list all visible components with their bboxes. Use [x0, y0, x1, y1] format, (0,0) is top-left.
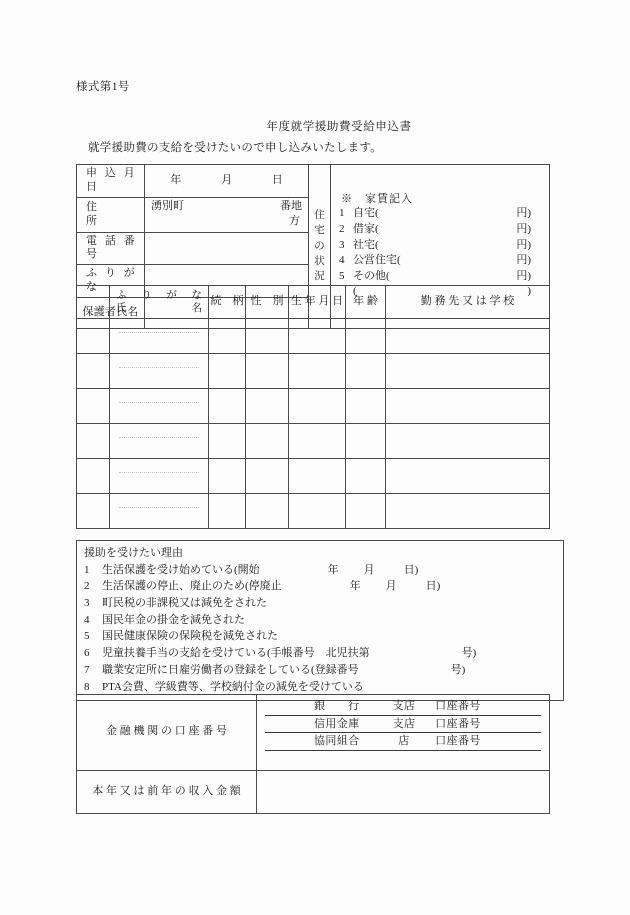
table-row [77, 494, 550, 529]
housing-unit-1: 円) [516, 207, 531, 220]
cell-index[interactable] [77, 319, 110, 354]
furigana-dotted-line [119, 472, 199, 473]
reason-day-2: 日) [425, 580, 441, 593]
housing-unit-4: 円) [516, 254, 531, 267]
cell-relation[interactable] [209, 459, 246, 494]
cell-index[interactable] [77, 424, 110, 459]
cell-age[interactable] [346, 354, 386, 389]
cell-birth[interactable] [289, 424, 346, 459]
housing-name-1: 自宅( [353, 207, 379, 220]
vlabel-5: 況 [314, 271, 325, 283]
cell-relation[interactable] [209, 354, 246, 389]
bank-kind-2: 信用金庫 [314, 717, 360, 730]
housing-name-2: 借家( [353, 222, 379, 235]
reason-text-5: 国民健康保険の保険税を減免された [102, 630, 278, 643]
address-kata: 方 [289, 214, 300, 227]
table-row [77, 389, 550, 424]
bank-label: 金 融 機 関 の 口 座 番 号 [77, 695, 257, 771]
housing-extra-open: ( [353, 285, 357, 298]
bank-row [77, 695, 550, 771]
housing-option-4[interactable] [339, 253, 543, 269]
apply-date-field[interactable] [145, 165, 309, 198]
table-row [77, 459, 550, 494]
table-row [77, 354, 550, 389]
reason-num-7: 7 [84, 663, 90, 676]
reason-text-8: PTA会費、学級費等、学校納付金の減免を受けている [102, 680, 364, 693]
cell-index[interactable] [77, 389, 110, 424]
reason-item-8[interactable] [84, 679, 557, 696]
cell-age[interactable] [346, 494, 386, 529]
cell-name[interactable] [110, 389, 209, 424]
cell-gender[interactable] [246, 389, 289, 424]
reason-tail-7: 号) [450, 663, 466, 676]
reason-item-5[interactable] [84, 628, 557, 645]
vlabel-4: 状 [314, 255, 325, 267]
bank-income-table [76, 694, 550, 814]
apply-date-day: 日 [271, 173, 283, 186]
furigana-dotted-line [119, 402, 199, 403]
cell-birth[interactable] [289, 354, 346, 389]
housing-num-1: 1 [339, 207, 345, 220]
apply-date-month: 月 [221, 173, 233, 186]
reason-month-1: 月 [363, 563, 375, 576]
header-gender: 性 別 [246, 286, 289, 319]
table-header-row [77, 286, 550, 319]
reason-num-2: 2 [84, 580, 90, 593]
family-members-table [76, 285, 550, 529]
header-age: 年 齢 [346, 286, 386, 319]
cell-birth[interactable] [289, 494, 346, 529]
housing-num-3: 3 [339, 238, 345, 251]
apply-date-label: 申 込 月 日 [77, 165, 145, 198]
bank-account-1: 口座番号 [435, 700, 481, 712]
cell-birth[interactable] [289, 389, 346, 424]
income-label: 本 年 又 は 前 年 の 収 入 金 額 [77, 770, 257, 813]
cell-gender[interactable] [246, 424, 289, 459]
reason-num-1: 1 [84, 563, 90, 576]
cell-name[interactable] [110, 354, 209, 389]
housing-num-2: 2 [339, 222, 345, 235]
housing-num-5: 5 [339, 269, 345, 282]
vlabel-3: の [314, 240, 325, 252]
cell-relation[interactable] [209, 424, 246, 459]
housing-num-4: 4 [339, 254, 345, 267]
intro-text: 就学援助費の支給を受けたいので申し込みいたします。 [88, 142, 383, 154]
address-label: 住 所 [77, 197, 145, 232]
phone-label: 電 話 番 号 [77, 232, 145, 265]
cell-relation[interactable] [209, 494, 246, 529]
reason-num-6: 6 [84, 647, 90, 660]
reason-year-1: 年 [327, 563, 339, 576]
reason-text-2: 生活保護の停止、廃止のため(停廃止 [102, 580, 282, 593]
cell-gender[interactable] [246, 459, 289, 494]
cell-index[interactable] [77, 354, 110, 389]
housing-option-3[interactable] [339, 238, 543, 254]
address-field[interactable] [145, 197, 309, 232]
vlabel-2: 宅 [314, 225, 325, 237]
housing-unit-3: 円) [516, 238, 531, 251]
cell-index[interactable] [77, 494, 110, 529]
cell-age[interactable] [346, 319, 386, 354]
form-number: 様式第1号 [76, 81, 130, 93]
cell-workplace[interactable] [386, 459, 550, 494]
reasons-row [77, 541, 564, 701]
reason-text-7: 職業安定所に日雇労働者の登録をしている(登録番号 [102, 663, 359, 676]
address-town: 湧別町 [151, 199, 184, 212]
furigana-dotted-line [119, 507, 199, 508]
housing-unit-5: 円) [516, 269, 531, 282]
cell-name[interactable] [110, 319, 209, 354]
bank-branch-1: 支店 [392, 700, 416, 712]
bank-line-3[interactable] [265, 733, 541, 751]
table-row [77, 319, 550, 354]
reason-num-8: 8 [84, 680, 90, 693]
cell-birth[interactable] [289, 459, 346, 494]
table-row-apply-date [77, 165, 550, 198]
cell-age[interactable] [346, 459, 386, 494]
cell-workplace[interactable] [386, 494, 550, 529]
income-row [77, 770, 550, 813]
housing-name-4: 公営住宅( [353, 254, 401, 267]
housing-option-1[interactable] [339, 206, 543, 222]
reason-text-3: 町民税の非課税又は減免をされた [102, 596, 267, 609]
bank-branch-2: 支店 [392, 717, 416, 730]
reason-num-3: 3 [84, 596, 90, 609]
reason-year-2: 年 [349, 580, 361, 593]
income-field[interactable] [257, 770, 550, 813]
header-name-label: 氏 名 [116, 303, 202, 314]
housing-name-3: 社宅( [353, 238, 379, 251]
table-row [77, 424, 550, 459]
header-blank [77, 286, 110, 319]
reason-item-4[interactable] [84, 612, 557, 629]
bank-branch-3: 店 [398, 735, 410, 747]
cell-gender[interactable] [246, 354, 289, 389]
cell-relation[interactable] [209, 319, 246, 354]
reason-num-5: 5 [84, 630, 90, 643]
bank-account-3: 口座番号 [435, 735, 481, 747]
reason-item-3[interactable] [84, 595, 557, 612]
reason-month-2: 月 [385, 580, 397, 593]
cell-workplace[interactable] [386, 354, 550, 389]
cell-name[interactable] [110, 424, 209, 459]
page-title: 年度就学援助費受給申込書 [266, 121, 412, 133]
cell-workplace[interactable] [386, 389, 550, 424]
cell-age[interactable] [346, 424, 386, 459]
header-furigana: ふ り が な [116, 289, 202, 301]
bank-line-1[interactable] [265, 698, 541, 716]
housing-note: ※ 家賃記入 [341, 192, 413, 205]
reason-text-6: 児童扶養手当の支給を受けている(手帳番号 北児扶第 [102, 647, 370, 660]
reason-day-1: 日) [403, 563, 419, 576]
furigana-label: ふ り が な [77, 265, 145, 298]
bank-fields[interactable] [257, 695, 550, 771]
reason-item-7[interactable] [84, 662, 557, 679]
reason-item-1[interactable] [84, 562, 557, 579]
reasons-cell [77, 541, 564, 701]
guardian-label: 保護者氏名 [77, 297, 145, 328]
cell-name[interactable] [110, 494, 209, 529]
reason-text-4: 国民年金の掛金を減免された [102, 613, 245, 626]
cell-name[interactable] [110, 459, 209, 494]
reasons-heading: 援助を受けたい理由 [84, 547, 183, 559]
furigana-dotted-line [119, 367, 199, 368]
bank-spacer [265, 751, 541, 765]
reason-item-6[interactable] [84, 645, 557, 662]
cell-gender[interactable] [246, 494, 289, 529]
cell-index[interactable] [77, 459, 110, 494]
header-name [110, 286, 209, 319]
furigana-dotted-line [119, 332, 199, 333]
cell-birth[interactable] [289, 319, 346, 354]
header-relation: 続 柄 [209, 286, 246, 319]
cell-workplace[interactable] [386, 319, 550, 354]
cell-age[interactable] [346, 389, 386, 424]
reasons-table [76, 540, 564, 701]
cell-workplace[interactable] [386, 424, 550, 459]
housing-unit-2: 円) [516, 222, 531, 235]
housing-name-5: その他( [353, 269, 390, 282]
housing-extra-close: ) [527, 285, 531, 298]
apply-date-year: 年 [170, 173, 182, 186]
bank-kind-3: 協同組合 [314, 735, 360, 747]
reason-text-1: 生活保護を受け始めている(開始 [102, 563, 260, 576]
reason-item-2[interactable] [84, 578, 557, 595]
bank-kind-1: 銀 行 [314, 700, 360, 712]
reason-num-4: 4 [84, 613, 90, 626]
bank-account-2: 口座番号 [435, 717, 481, 730]
header-birth: 生 年 月 日 [289, 286, 346, 319]
bank-line-2[interactable] [265, 716, 541, 734]
address-wrap [145, 198, 308, 232]
cell-gender[interactable] [246, 319, 289, 354]
header-workplace: 勤 務 先 又 は 学 校 [386, 286, 550, 319]
housing-option-5[interactable] [339, 269, 543, 285]
phone-field[interactable] [145, 232, 309, 265]
vlabel-1: 住 [314, 210, 325, 222]
address-banchi: 番地 [280, 199, 302, 212]
furigana-dotted-line [119, 437, 199, 438]
reason-tail-6: 号) [461, 647, 477, 660]
housing-option-2[interactable] [339, 222, 543, 238]
cell-relation[interactable] [209, 389, 246, 424]
